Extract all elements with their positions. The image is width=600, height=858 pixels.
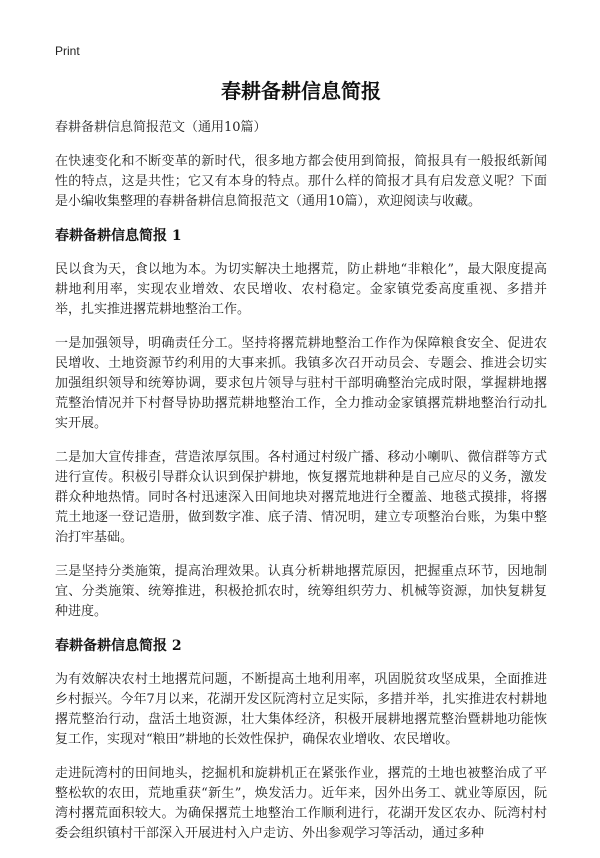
section-2-paragraph-1: 为有效解决农村土地撂荒问题，不断提高土地利用率，巩固脱贫攻坚成果，全面推进乡村振兴。今年7月以来，花湖开发区阮湾村立足实际，多措并举，扎实推进农村耕地撂荒整治行动，盘活土地资源，壮大集体经济，积极开展耕地撂荒整治暨耕地功能恢复工作，实现对“粮田”耕地的长效性保护，确保农业增收、农民增收。 xyxy=(55,672,547,747)
document-subtitle: 春耕备耕信息简报范文（通用10篇） xyxy=(55,120,267,135)
section-heading-1: 春耕备耕信息简报 1 xyxy=(55,228,182,244)
section-1-paragraph-2: 一是加强领导，明确责任分工。坚持将撂荒耕地整治工作作为保障粮食安全、促进农民增收、土地资源节约利用的大事来抓。我镇多次召开动员会、专题会、推进会切实加强组织领导和统筹协调，要求包片领导与驻村干部明确整治完成时限，掌握耕地撂荒整治情况并下村督导协助撂荒耕地整治工作，全力推动金家镇撂荒耕地整治行动扎实开展。 xyxy=(55,336,547,431)
section-1-paragraph-1: 民以食为天，食以地为本。为切实解决土地撂荒，防止耕地“非粮化”，最大限度提高耕地利用率，实现农业增效、农民增收、农村稳定。金家镇党委高度重视、多措并举，扎实推进撂荒耕地整治工作。 xyxy=(55,262,547,317)
section-heading-2: 春耕备耕信息简报 2 xyxy=(55,638,182,654)
section-1-paragraph-3: 二是加大宣传排查，营造浓厚氛围。各村通过村级广播、移动小喇叭、微信群等方式进行宣传。积极引导群众认识到保护耕地，恢复撂荒地耕种是自己应尽的义务，激发群众种地热情。同时各村迅速深入田间地块对撂荒地进行全覆盖、地毯式摸排，将撂荒土地逐一登记造册，做到数字准、底子清、情况明，建立专项整治台账，为集中整治打牢基础。 xyxy=(55,450,547,545)
print-link[interactable]: Print xyxy=(55,44,80,58)
document-body xyxy=(55,78,547,858)
section-1-paragraph-4: 三是坚持分类施策，提高治理效果。认真分析耕地撂荒原因，把握重点环节，因地制宜、分类施策、统筹推进，积极抢抓农时，统筹组织劳力、机械等资源，加快复耕复种进度。 xyxy=(55,564,547,619)
section-2-paragraph-2: 走进阮湾村的田间地头，挖掘机和旋耕机正在紧张作业，撂荒的土地也被整治成了平整松软的农田，荒地重获“新生”，焕发活力。近年来，因外出务工、就业等原因，阮湾村撂荒面积较大。为确保撂荒土地整治工作顺利进行，花湖开发区农办、阮湾村村委会组织镇村干部深入开展进村入户走访、外出参观学习等活动，通过多种 xyxy=(55,766,547,841)
intro-paragraph: 在快速变化和不断变革的新时代，很多地方都会使用到简报，简报具有一般报纸新闻性的特点，这是共性；它又有本身的特点。那什么样的简报才具有启发意义呢？下面是小编收集整理的春耕备耕信息简报范文（通用10篇），欢迎阅读与收藏。 xyxy=(55,154,547,209)
document-title: 春耕备耕信息简报 xyxy=(221,79,381,103)
